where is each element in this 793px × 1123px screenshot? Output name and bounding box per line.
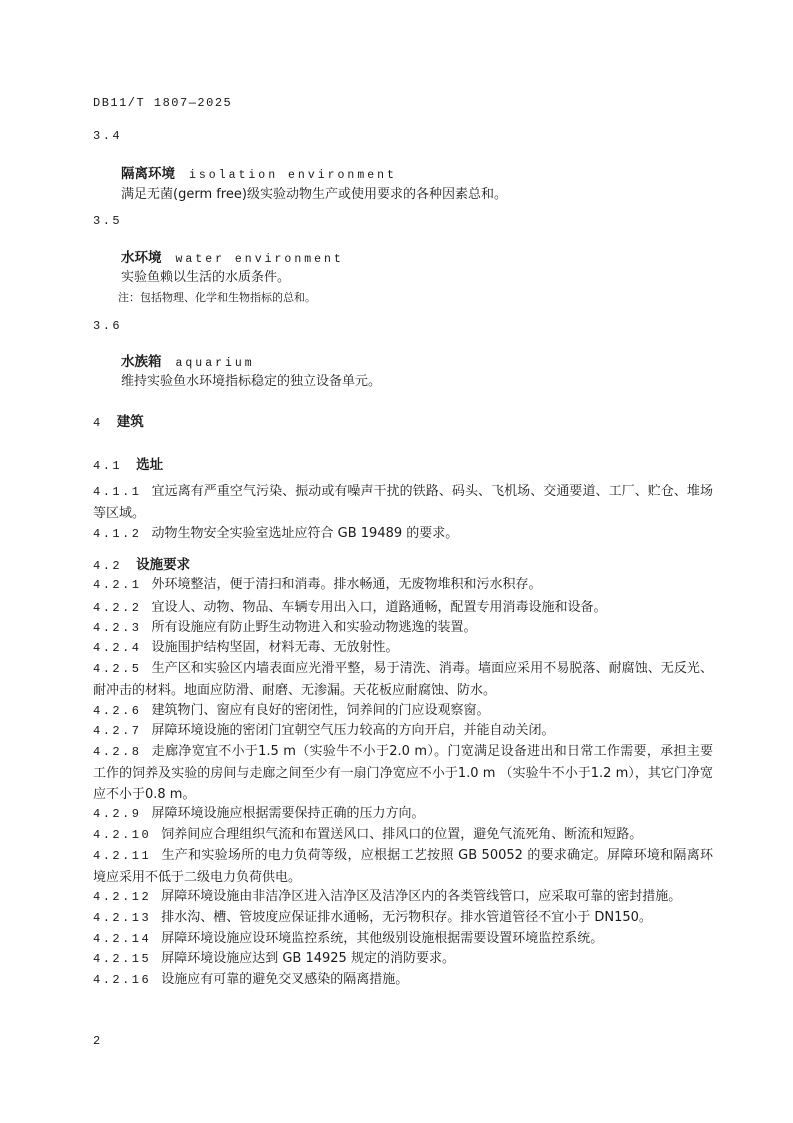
clause-text: 屏障环境设施的密闭门宜朝空气压力较高的方向开启，并能自动关闭。 — [151, 723, 555, 738]
clause-number: 4.2.9 — [93, 807, 142, 821]
section-heading — [93, 453, 163, 473]
term-note: 注：包括物理、化学和生物指标的总和。 — [118, 291, 316, 304]
clause-number: 4.2.10 — [93, 828, 152, 842]
clause-number: 4.2.8 — [93, 745, 142, 759]
clause-number: 4.2.1 — [93, 578, 142, 592]
clause-text: 建筑物门、窗应有良好的密闭性，饲养间的门应设观察窗。 — [151, 703, 490, 718]
clause-number: 4.2.15 — [93, 952, 152, 966]
chapter-number: 4 — [93, 416, 103, 430]
term-number: 3.4 — [93, 129, 123, 143]
clause-number: 4.2.12 — [93, 890, 152, 904]
section-number: 4.1 — [93, 459, 123, 473]
term-en: aquarium — [175, 357, 255, 370]
clause-number: 4.2.3 — [93, 621, 142, 635]
clause-text: 屏障环境设施应达到 GB 14925 规定的消防要求。 — [161, 951, 455, 966]
term-definition: 满足无菌(germ free)级实验动物生产或使用要求的各种因素总和。 — [121, 187, 507, 202]
term-zh: 水环境 — [121, 250, 162, 266]
clause-text: 所有设施应有防止野生动物进入和实验动物逃逸的装置。 — [151, 620, 477, 635]
term-en: water environment — [175, 253, 344, 266]
clause — [93, 741, 713, 805]
clause-number: 4.2.7 — [93, 724, 142, 738]
clause — [93, 481, 713, 524]
clause — [93, 523, 713, 545]
section-number: 4.2 — [93, 559, 123, 573]
clause — [93, 700, 713, 722]
section-title: 设施要求 — [136, 557, 191, 573]
term-heading — [121, 246, 344, 266]
clause — [93, 948, 713, 970]
clause-text: 走廊净宽宜不小于1.5 m（实验牛不小于2.0 m）。门宽满足设备进出和日常工作需要，承担主要工作的饲养及实验的房间与走廊之间至少有一扇门净宽应不小于1.0 m （实验牛不小于1.2 m），其它门净宽应不小于0.8 m。 — [93, 744, 713, 802]
clause — [93, 845, 713, 888]
term-number: 3.5 — [93, 214, 123, 228]
clause-text: 设施应有可靠的避免交叉感染的隔离措施。 — [161, 972, 409, 987]
clause — [93, 907, 713, 929]
clause-text: 生产和实验场所的电力负荷等级，应根据工艺按照 GB 50052 的要求确定。屏障环境和隔离环境应采用不低于二级电力负荷供电。 — [93, 848, 713, 885]
term-heading — [121, 350, 255, 370]
clause-number: 4.2.14 — [93, 932, 152, 946]
term-zh: 隔离环境 — [121, 166, 175, 182]
clause-text: 设施围护结构坚固，材料无毒、无放射性。 — [151, 640, 399, 655]
clause-text: 动物生物安全实验室选址应符合 GB 19489 的要求。 — [151, 526, 459, 541]
clause-text: 排水沟、槽、管坡度应保证排水通畅，无污物积存。排水管道管径不宜小于 DN150。 — [161, 910, 652, 925]
chapter-title: 建筑 — [116, 414, 144, 430]
clause — [93, 658, 713, 701]
clause — [93, 803, 713, 825]
clause-number: 4.2.6 — [93, 704, 142, 718]
clause — [93, 886, 713, 908]
clause-number: 4.1.2 — [93, 527, 142, 541]
clause-text: 外环境整洁，便于清扫和消毒。排水畅通，无废物堆积和污水积存。 — [151, 577, 542, 592]
term-heading — [121, 162, 397, 182]
clause — [93, 824, 713, 846]
section-title: 选址 — [136, 457, 164, 473]
clause-number: 4.2.2 — [93, 601, 142, 615]
clause-number: 4.2.16 — [93, 973, 152, 987]
clause-number: 4.2.4 — [93, 641, 142, 655]
clause-number: 4.1.1 — [93, 485, 142, 499]
clause — [93, 574, 713, 596]
term-definition: 实验鱼赖以生活的水质条件。 — [121, 270, 291, 285]
term-en: isolation environment — [189, 169, 397, 182]
chapter-heading — [93, 410, 144, 430]
clause-text: 屏障环境设施由非洁净区进入洁净区及洁净区内的各类管线管口，应采取可靠的密封措施。 — [161, 889, 682, 904]
clause — [93, 597, 713, 619]
term-zh: 水族箱 — [121, 354, 162, 370]
clause-text: 宜设人、动物、物品、车辆专用出入口，道路通畅，配置专用消毒设施和设备。 — [151, 600, 607, 615]
page-number: 2 — [93, 1034, 101, 1048]
term-number: 3.6 — [93, 319, 123, 333]
clause-text: 宜远离有严重空气污染、振动或有噪声干扰的铁路、码头、飞机场、交通要道、工厂、贮仓、堆场等区域。 — [93, 484, 713, 521]
clause-number: 4.2.13 — [93, 911, 152, 925]
term-definition: 维持实验鱼水环境指标稳定的独立设备单元。 — [121, 374, 382, 389]
clause — [93, 928, 713, 950]
clause-number: 4.2.11 — [93, 849, 152, 863]
clause-text: 生产区和实验区内墙表面应光滑平整，易于清洗、消毒。墙面应采用不易脱落、耐腐蚀、无反光、耐冲击的材料。地面应防滑、耐磨、无渗漏。天花板应耐腐蚀、防水。 — [93, 661, 713, 698]
standard-code-header: DB11/T 1807—2025 — [93, 96, 233, 110]
clause-text: 屏障环境设施应根据需要保持正确的压力方向。 — [151, 806, 425, 821]
clause-text: 屏障环境设施应设环境监控系统，其他级别设施根据需要设置环境监控系统。 — [161, 931, 604, 946]
section-heading — [93, 553, 190, 573]
clause — [93, 637, 713, 659]
clause-text: 饲养间应合理组织气流和布置送风口、排风口的位置，避免气流死角、断流和短路。 — [161, 827, 643, 842]
clause-number: 4.2.5 — [93, 662, 142, 676]
clause — [93, 720, 713, 742]
clause — [93, 969, 713, 991]
clause — [93, 617, 713, 639]
